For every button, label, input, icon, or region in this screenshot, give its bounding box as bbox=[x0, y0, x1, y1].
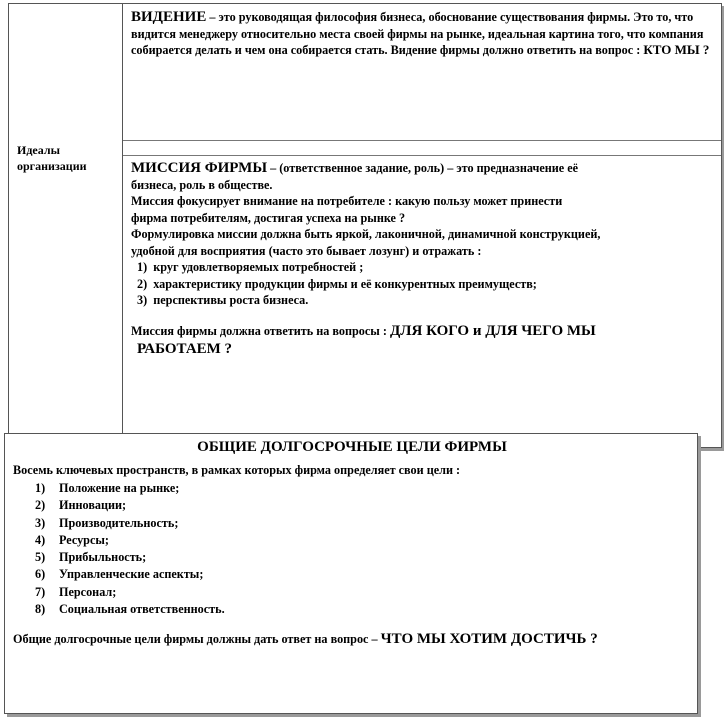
mission-line3: Миссия фокусирует внимание на потребителе : какую пользу может принести bbox=[131, 194, 563, 208]
mission-list bbox=[131, 259, 717, 309]
goals-list bbox=[35, 480, 225, 618]
list-item: 7) Персонал; bbox=[35, 584, 117, 599]
list-item: 1) круг удовлетворяемых потребностей ; bbox=[137, 260, 364, 274]
vision-block bbox=[131, 9, 715, 59]
column-divider bbox=[122, 3, 123, 448]
list-item: 2) Инновации; bbox=[35, 498, 127, 513]
mission-line6: удобной для восприятия (часто это бывает лозунг) и отражать : bbox=[131, 243, 482, 258]
row-label-line2: организации bbox=[17, 159, 87, 173]
mission-line4: фирма потребителям, достигая успеха на рынке ? bbox=[131, 210, 406, 225]
row-label bbox=[17, 142, 87, 174]
mission-line1: – (ответственное задание, роль) – это предназначение её bbox=[267, 161, 579, 175]
mission-question-end: РАБОТАЕМ ? bbox=[137, 341, 233, 357]
row-divider-bottom bbox=[123, 155, 721, 156]
mission-question: Миссия фирмы должна ответить на вопросы : ДЛЯ КОГО и ДЛЯ ЧЕГО МЫ bbox=[131, 322, 596, 339]
row-label-line1: Идеалы bbox=[17, 143, 60, 157]
mission-heading: МИССИЯ ФИРМЫ bbox=[131, 160, 268, 176]
goals-title: ОБЩИЕ ДОЛГОСРОЧНЫЕ ЦЕЛИ ФИРМЫ bbox=[197, 439, 507, 455]
list-item: 3) перспективы роста бизнеса. bbox=[137, 293, 309, 307]
goals-intro: Восемь ключевых пространств, в рамках которых фирма определяет свои цели : bbox=[13, 463, 461, 477]
goals-conclusion: Общие долгосрочные цели фирмы должны дать ответ на вопрос – ЧТО МЫ ХОТИМ ДОСТИЧЬ ? bbox=[13, 631, 598, 647]
mission-block bbox=[131, 160, 717, 358]
list-item: 2) характеристику продукции фирмы и её конкурентных преимуществ; bbox=[137, 276, 537, 291]
goals-question: ЧТО МЫ ХОТИМ ДОСТИЧЬ ? bbox=[380, 631, 598, 647]
list-item: 6) Управленческие аспекты; bbox=[35, 567, 204, 582]
list-item: 5) Прибыльность; bbox=[35, 550, 147, 565]
list-item: 1) Положение на рынке; bbox=[35, 481, 180, 495]
list-item: 4) Ресурсы; bbox=[35, 532, 109, 547]
goals-box bbox=[4, 433, 698, 714]
list-item: 3) Производительность; bbox=[35, 515, 179, 530]
vision-heading: ВИДЕНИЕ bbox=[131, 9, 207, 25]
vision-question: КТО МЫ ? bbox=[643, 42, 710, 57]
mission-line5: Формулировка миссии должна быть яркой, лаконичной, динамичной конструкцией, bbox=[131, 227, 601, 241]
mission-line2: бизнеса, роль в обществе. bbox=[131, 177, 273, 192]
row-divider-top bbox=[123, 140, 721, 141]
vision-text: – это руководящая философия бизнеса, обоснование существования фирмы. Это то, что видится менеджеру относительно места своей фирмы на рынке, идеальная картина того, что компания собирается делать и чем она собирается стать. Видение фирмы должно ответить на вопрос : bbox=[131, 10, 704, 57]
list-item: 8) Социальная ответственность. bbox=[35, 602, 225, 617]
